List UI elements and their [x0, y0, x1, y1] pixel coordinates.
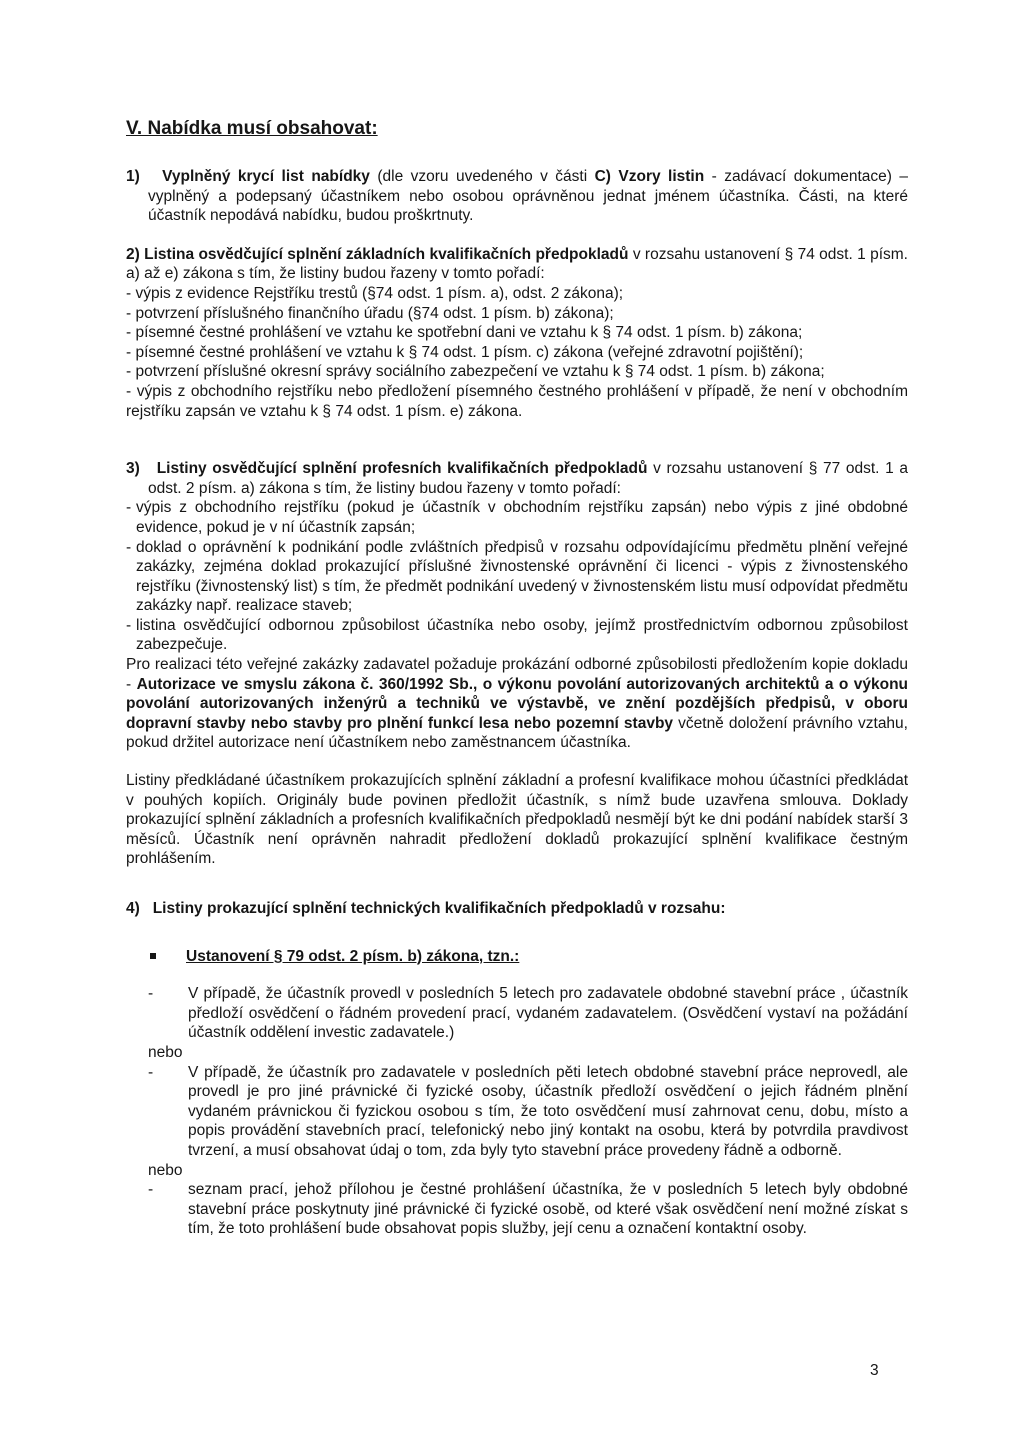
list-item: - doklad o oprávnění k podnikání podle zvláštních předpisů v rozsahu odpovídajícímu předmětu plnění veřejné zakázky, zejména doklad prokazující příslušné živnostenské oprávnění či licenci - výpis z živnostenského rejstříku (živnostenský list) s tím, že předmět podnikání uvedený v živnostenském listu musí odpovídat předmětu zakázky např. realizace staveb;	[126, 538, 908, 615]
item-1	[126, 167, 908, 226]
item-3-paragraph: 3) Listiny osvědčující splnění profesních kvalifikačních předpokladů v rozsahu ustanovení § 77 odst. 1 a odst. 2 písm. a) zákona s tím, že listiny budou řazeny v tomto pořadí:	[126, 460, 908, 497]
copies-paragraph: Listiny předkládané účastníkem prokazujících splnění základní a profesní kvalifikace mohou účastníci předkládat v pouhých kopiích. Originály bude povinen předložit účastník, s nímž bude uzavřena smlouva. Doklady prokazující splnění základních a profesních kvalifikačních předpokladů nesmějí být ke dni podání nabídek starší 3 měsíců. Účastník není oprávněn nahradit předložení dokladů prokazující splnění kvalifikace čestným prohlášením.	[126, 772, 908, 868]
list-item: - seznam prací, jehož přílohou je čestné prohlášení účastníka, že v posledních 5 letech byly obdobné stavební práce poskytnuty jiné právnické či fyzické osobě, od které však osvědčení není možné získat s tím, že toto prohlášení bude obsahovat popis služby, její cenu a označení kontaktní osoby.	[148, 1181, 908, 1238]
list-item: - listina osvědčující odbornou způsobilost účastníka nebo osoby, jejímž prostřednictvím odbornou způsobilost zabezpečuje.	[126, 616, 908, 654]
list-item: - písemné čestné prohlášení ve vztahu k § 74 odst. 1 písm. c) zákona (veřejné zdravotní pojištění);	[126, 343, 804, 361]
page-number: 3	[870, 1362, 879, 1379]
document-body	[126, 117, 908, 1258]
list-item: - potvrzení příslušného finančního úřadu (§74 odst. 1 písm. b) zákona);	[126, 304, 614, 322]
or-word: nebo	[148, 1161, 183, 1179]
list-item: - výpis z evidence Rejstříku trestů (§74 odst. 1 písm. a), odst. 2 zákona);	[126, 284, 624, 302]
list-item: - potvrzení příslušné okresní správy sociálního zabezpečení ve vztahu k § 74 odst. 1 písm. b) zákona;	[126, 363, 825, 381]
item-2	[126, 245, 908, 421]
list-item: - V případě, že účastník pro zadavatele v posledních pěti letech obdobné stavební práce neprovedl, ale provedl je pro jiné právnické či fyzické osoby, účastník předloží osvědčení o jejich řádném plnění vydaném právnickou či fyzickou osobou s tím, že toto osvědčení musí zahrnovat cenu, dobu, místo a popis provádění stavebních prací, telefonický nebo jiný kontakt na osobu, která by potvrdila pravdivost tvrzení, a musí obsahovat údaj o tom, zda byly tyto stavební práce provedeny řádně a odborně.	[148, 1063, 908, 1159]
item-2-paragraph: 2) Listina osvědčující splnění základních kvalifikačních předpokladů v rozsahu ustanovení § 74 odst. 1 písm. a) až e) zákona s tím, že listiny budou řazeny v tomto pořadí:	[126, 245, 908, 283]
section-title: V. Nabídka musí obsahovat:	[126, 118, 378, 139]
list-item: - V případě, že účastník provedl v posledních 5 letech pro zadavatele obdobné stavební práce , účastník předloží osvědčení o řádném provedení prací, vydaném zadavatelem. (Osvědčení vystaví na požádání účastník oddělení investic zadavatele.)	[148, 985, 908, 1042]
list-item: - výpis z obchodního rejstříku nebo předložení písemného čestného prohlášení v případě, že není v obchodním rejstříku zapsán ve vztahu k § 74 odst. 1 písm. e) zákona.	[126, 382, 908, 420]
authorization-paragraph: Pro realizaci této veřejné zakázky zadavatel požaduje prokázání odborné způsobilosti předložením kopie dokladu - Autorizace ve smyslu zákona č. 360/1992 Sb., o výkonu povolání autorizovaných architektů a o výkonu povolání autorizovaných inženýrů a techniků ve výstavbě, ve znění pozdějších předpisů, v oboru dopravní stavby nebo stavby pro plnění funkcí lesa nebo pozemní stavby včetně doložení právního vztahu, pokud držitel autorizace není účastníkem nebo zaměstnancem účastníka.	[126, 656, 908, 752]
list-item: - výpis z obchodního rejstříku (pokud je účastník v obchodním rejstříku zapsán) nebo výpis z jiné obdobné evidence, pokud je v ní účastník zapsán;	[126, 499, 908, 536]
sub-heading: Ustanovení § 79 odst. 2 písm. b) zákona, tzn.:	[148, 947, 908, 967]
item-1-paragraph: 1) Vyplněný krycí list nabídky (dle vzoru uvedeného v části C) Vzory listin - zadávací dokumentace) – vyplněný a podepsaný účastníkem nebo osobou oprávněnou jednat jménem účastníka. Části, na které účastník nepodává nabídku, budou proškrtnuty.	[126, 168, 908, 225]
list-item: - písemné čestné prohlášení ve vztahu ke spotřební dani ve vztahu k § 74 odst. 1 písm. b) zákona;	[126, 324, 803, 342]
item-4	[126, 899, 908, 1239]
or-word: nebo	[148, 1043, 183, 1061]
square-bullet-icon	[150, 953, 156, 959]
item-3	[126, 459, 908, 869]
item-4-heading: 4) Listiny prokazující splnění technických kvalifikačních předpokladů v rozsahu:	[126, 900, 726, 917]
